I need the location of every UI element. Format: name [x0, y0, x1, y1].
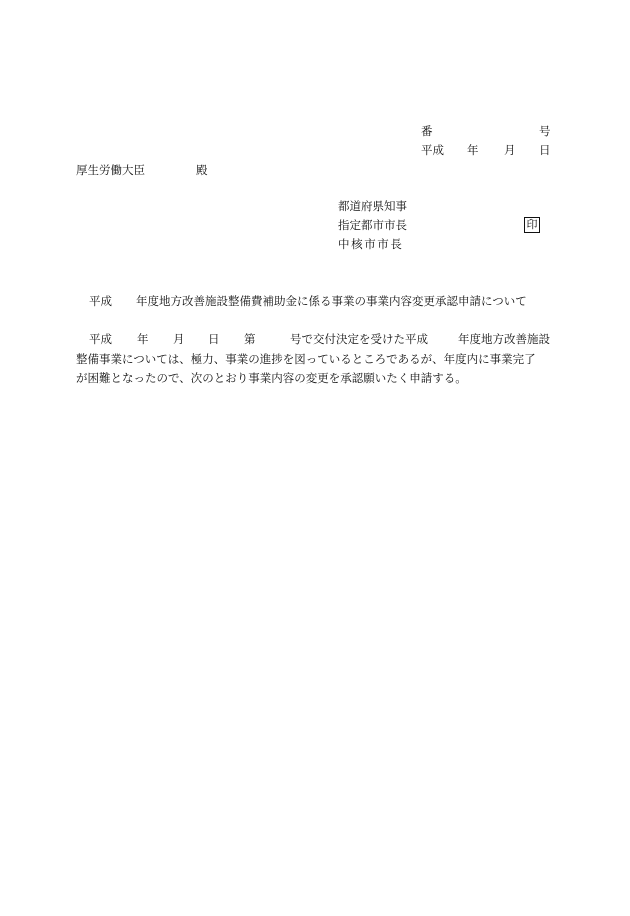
sender-line-3: 中核市市長: [338, 237, 404, 251]
date-day: 日: [539, 143, 551, 157]
body-line-3: が困難となったので、次のとおり事業内容の変更を承認願いたく申請する。: [76, 371, 467, 385]
date-era: 平成: [421, 143, 444, 157]
number-suffix: 号: [539, 124, 551, 138]
body-month: 月: [173, 332, 185, 346]
date-month: 月: [504, 143, 516, 157]
body-day: 日: [208, 332, 220, 346]
seal-mark: 印: [524, 217, 540, 233]
addressee-honorific: 殿: [196, 163, 208, 177]
body-text-tail: 年度地方改善施設: [458, 332, 550, 346]
sender-line-2: 指定都市市長: [338, 218, 407, 232]
number-prefix: 番: [421, 124, 433, 138]
addressee-name: 厚生労働大臣: [76, 163, 145, 177]
body-year: 年: [137, 332, 149, 346]
body-line-2: 整備事業については、極力、事業の進捗を図っているところであるが、年度内に事業完了: [76, 352, 536, 366]
body-era: 平成: [89, 332, 112, 346]
subject-era: 平成: [89, 294, 112, 308]
body-number-prefix: 第: [244, 332, 256, 346]
sender-line-1: 都道府県知事: [338, 199, 407, 213]
body-text-middle: 号で交付決定を受けた平成: [290, 332, 428, 346]
date-year: 年: [467, 143, 479, 157]
subject-title: 年度地方改善施設整備費補助金に係る事業の事業内容変更承認申請について: [136, 294, 527, 308]
